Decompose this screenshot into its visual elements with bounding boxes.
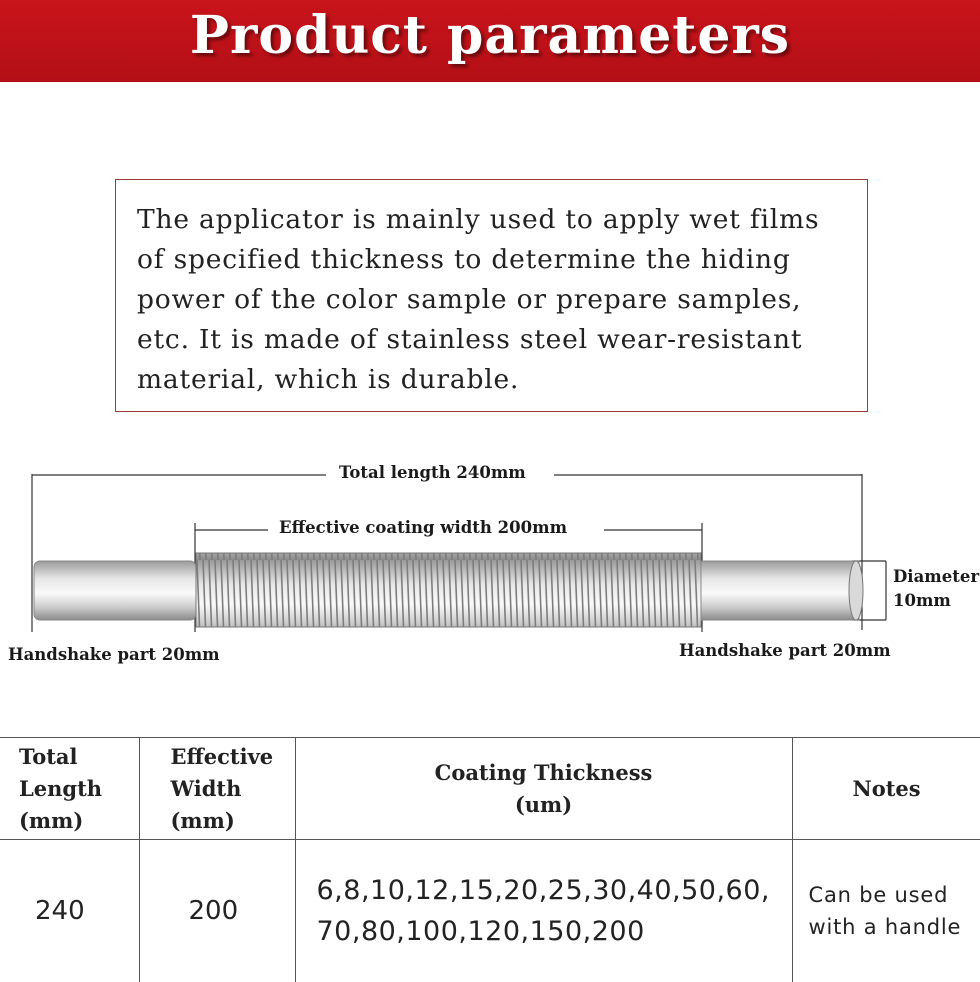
total-length-label: Total length 240mm: [339, 463, 526, 482]
cell-total-length: 240: [0, 840, 139, 982]
coating-thickness-line1: 6,8,10,12,15,20,25,30,40,50,60,: [317, 870, 792, 911]
header-notes: Notes: [792, 738, 980, 840]
cell-effective-width: 200: [139, 840, 295, 982]
coating-thickness-line2: 70,80,100,120,150,200: [317, 911, 792, 952]
header-coating-thickness: Coating Thickness (um): [295, 738, 792, 840]
diameter-label: Diameter: [893, 567, 979, 586]
page-title: Product parameters: [190, 5, 790, 66]
handshake-right-label: Handshake part 20mm: [679, 641, 891, 660]
header-total-length: Total Length (mm): [0, 738, 139, 840]
effective-width-label: Effective coating width 200mm: [279, 518, 567, 537]
handshake-left-label: Handshake part 20mm: [8, 645, 220, 664]
spec-table: [0, 737, 980, 982]
rod-left-handle: [34, 561, 196, 620]
table-row: [0, 840, 980, 982]
cell-coating-thickness: [295, 840, 792, 982]
rod-right-handle: [701, 561, 863, 620]
description-text: The applicator is mainly used to apply wet films of specified thickness to determine the hiding power of the color sample or prepare samples, etc. It is made of stainless steel wear-resistant material, which is durable.: [137, 200, 855, 400]
rod-threaded-section: [196, 553, 701, 627]
cell-notes: [792, 840, 980, 982]
diameter-value-label: 10mm: [893, 591, 951, 610]
table-header-row: [0, 738, 980, 840]
notes-line2: with a handle: [809, 911, 980, 943]
header-effective-width: Effective Width (mm): [139, 738, 295, 840]
notes-line1: Can be used: [809, 879, 980, 911]
